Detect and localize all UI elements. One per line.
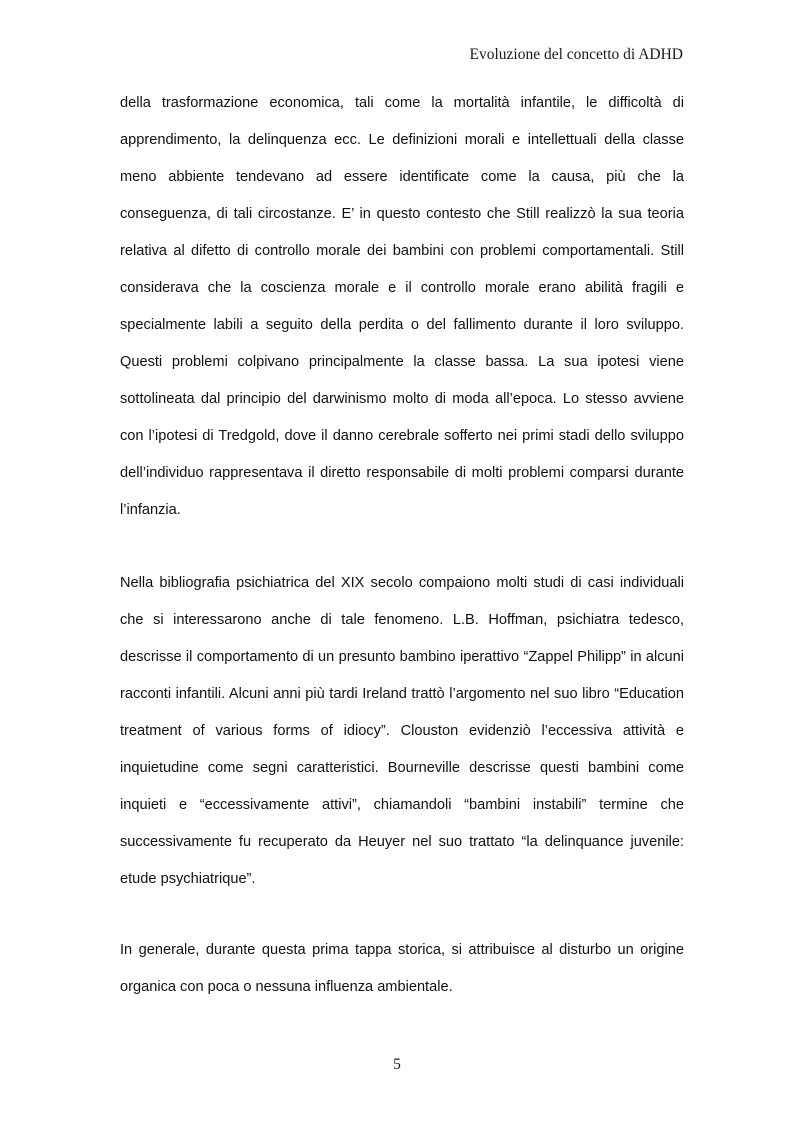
paragraph-2-block [120,565,684,898]
paragraph-2: Nella bibliografia psichiatrica del XIX secolo compaiono molti studi di casi individuali che si interessarono anche di tale fenomeno. L.B. Hoffman, psichiatra tedesco, descrisse il comportamento di un presunto bambino iperattivo “Zappel Philipp” in alcuni racconti infantili. Alcuni anni più tardi Ireland trattò l’argomento nel suo libro “Education treatment of various forms of idiocy”. Clouston evidenziò l’eccessiva attività e inquietudine come segni caratteristici. Bourneville descrisse questi bambini come inquieti e “eccessivamente attivi”, chiamandoli “bambini instabili” termine che successivamente fu recuperato da Heuyer nel suo trattato “la delinquance juvenile: etude psychiatrique”. [120,575,684,887]
paragraph-3: In generale, durante questa prima tappa storica, si attribuisce al disturbo un origine organica con poca o nessuna influenza ambientale. [120,942,684,995]
paragraph-1-block [120,85,684,529]
paragraph-1: della trasformazione economica, tali come la mortalità infantile, le difficoltà di apprendimento, la delinquenza ecc. Le definizioni morali e intellettuali della classe meno abbiente tendevano ad essere identificate come la causa, più che la conseguenza, di tali circostanze. E’ in questo contesto che Still realizzò la sua teoria relativa al difetto di controllo morale dei bambini con problemi comportamentali. Still considerava che la coscienza morale e il controllo morale erano abilità fragili e specialmente labili a seguito della perdita o del fallimento durante il loro sviluppo. Questi problemi colpivano principalmente la classe bassa. La sua ipotesi viene sottolineata dal principio del darwinismo molto di moda all’epoca. Lo stesso avviene con l’ipotesi di Tredgold, dove il danno cerebrale sofferto nei primi stadi dello sviluppo dell’individuo rappresentava il diretto responsabile di molti problemi comparsi durante l’infanzia. [120,95,684,518]
page-number: 5 [393,1056,401,1073]
paragraph-3-block [120,932,684,1006]
running-header: Evoluzione del concetto di ADHD [469,46,683,63]
